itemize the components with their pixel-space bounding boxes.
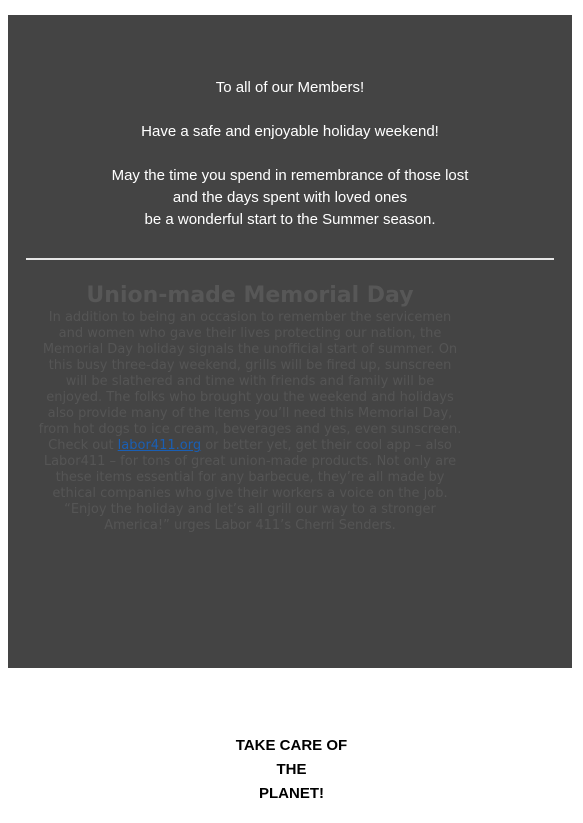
greeting-paragraph-line: be a wonderful start to the Summer season. [144,211,436,228]
footer-slogan [0,734,583,806]
greeting-paragraph-line: May the time you spend in remembrance of those lost [111,167,469,184]
footer-slogan-line: THE [276,761,307,778]
section-divider [26,258,554,260]
article-body [38,310,462,534]
article-title: Union-made Memorial Day [86,283,414,308]
labor411-link[interactable]: labor411.org [117,438,202,453]
greeting-paragraph-line: and the days spent with loved ones [172,189,408,206]
footer-slogan-line: PLANET! [259,785,324,802]
greeting-line-members: To all of our Members! [215,79,365,96]
footer-slogan-line: TAKE CARE OF [235,737,348,754]
greeting-line-holiday: Have a safe and enjoyable holiday weekend! [141,123,439,140]
greeting-paragraph [8,165,572,231]
article-body-text: or better yet, get their cool app – also Labor411 – for tons of great union-made products. Not only are these items essential for any barbecue, they’re all made by ethical companies who give their workers a voice on the job. “Enjoy the holiday and let’s all grill our way to a stronger America!” urges Labor 411’s Cherri Senders. [43,438,457,533]
article-body-text: In addition to being an occasion to remember the servicemen and women who gave their lives protecting our nation, the Memorial Day holiday signals the unofficial start of summer. On this busy three-day weekend, grills will be fired up, sunscreen will be slathered and time with friends and family will be enjoyed. The folks who brought you the weekend and holidays also provide many of the items you’ll need this Memorial Day, from hot dogs to ice cream, beverages and yes, even sunscreen. Check out [38,310,462,453]
message-panel [8,15,572,668]
article-section [38,282,462,534]
